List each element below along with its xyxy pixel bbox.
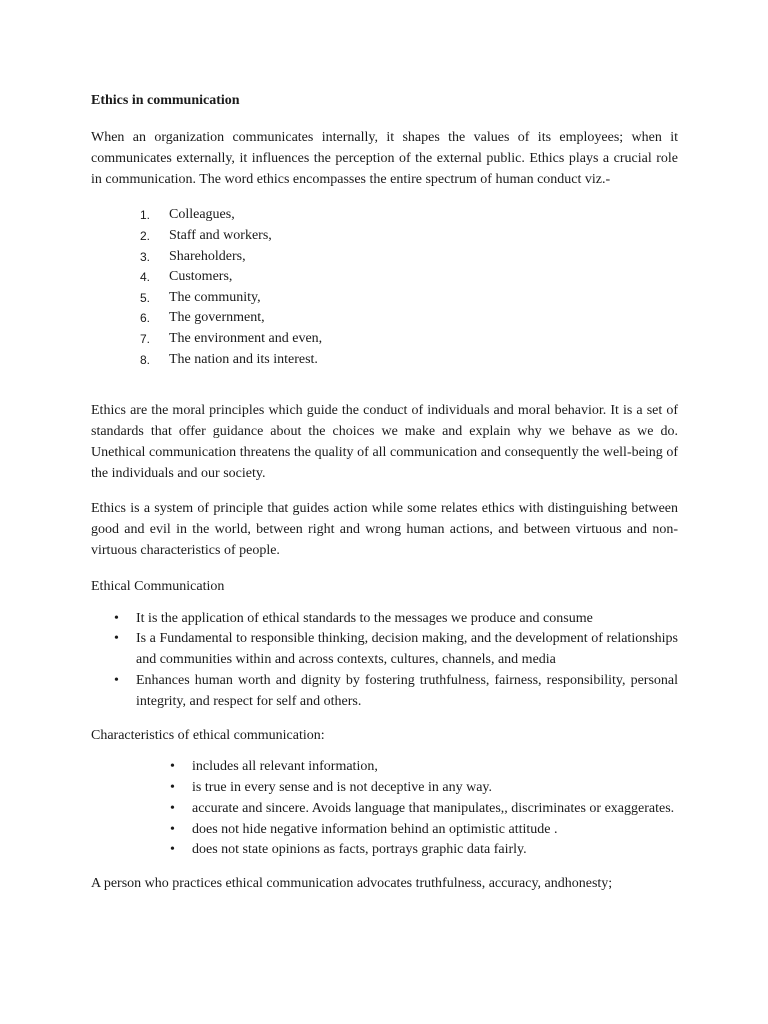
list-item <box>91 247 678 268</box>
bullet-icon: • <box>170 780 175 796</box>
bullet-icon: • <box>114 631 119 647</box>
bullet-icon: • <box>170 800 175 816</box>
list-item <box>91 778 678 799</box>
list-item-text: The nation and its interest. <box>169 351 318 367</box>
system-of-principle-paragraph: Ethics is a system of principle that guides action while some relates ethics with distinguishing between good and evil in the world, between right and wrong human actions, and between virtuous and non-virtuous characteristics of people. <box>91 501 678 558</box>
list-item-text: is true in every sense and is not deceptive in any way. <box>192 780 493 796</box>
list-item <box>91 350 678 371</box>
bullet-icon: • <box>170 821 175 837</box>
list-item <box>91 671 678 713</box>
list-item <box>91 629 678 671</box>
list-number: 5. <box>140 290 151 305</box>
list-item <box>91 757 678 778</box>
list-item <box>91 329 678 350</box>
list-number: 7. <box>140 331 151 346</box>
list-item-text: The government, <box>169 310 265 326</box>
list-item-text: does not state opinions as facts, portrays graphic data fairly. <box>192 842 527 858</box>
list-item <box>91 840 678 861</box>
list-item <box>91 308 678 329</box>
bullet-icon: • <box>114 610 119 626</box>
characteristics-heading: Characteristics of ethical communication: <box>91 727 325 743</box>
list-item <box>91 288 678 309</box>
ethical-communication-heading: Ethical Communication <box>91 578 225 594</box>
bullet-icon: • <box>114 672 119 688</box>
list-item <box>91 267 678 288</box>
list-number: 6. <box>140 311 151 326</box>
list-item-text: It is the application of ethical standards to the messages we produce and consume <box>136 610 593 626</box>
list-item-text: Is a Fundamental to responsible thinking, decision making, and the development of relationships and communities within and across contexts, cultures, channels, and media <box>136 631 678 668</box>
list-item <box>91 820 678 841</box>
characteristics-list <box>91 757 678 861</box>
list-item-text: Colleagues, <box>169 207 235 223</box>
document-title: Ethics in communication <box>91 93 240 108</box>
list-item-text: Customers, <box>169 269 233 285</box>
list-item <box>91 799 678 820</box>
list-number: 4. <box>140 270 151 285</box>
list-item-text: Staff and workers, <box>169 227 272 243</box>
moral-principles-paragraph: Ethics are the moral principles which guide the conduct of individuals and moral behavior. It is a set of standards that offer guidance about the choices we make and explain why we behave as we do. Unethical communication threatens the quality of all communication and consequently the well-being of the individuals and our society. <box>91 403 678 481</box>
list-item <box>91 226 678 247</box>
list-item-text: The community, <box>169 289 261 305</box>
list-item-text: Enhances human worth and dignity by fostering truthfulness, fairness, responsibility, personal integrity, and respect for self and others. <box>136 672 678 709</box>
list-number: 1. <box>140 208 151 223</box>
list-item-text: accurate and sincere. Avoids language that manipulates,, discriminates or exaggerates. <box>192 800 675 816</box>
ethical-communication-list <box>91 609 678 713</box>
list-number: 8. <box>140 352 151 367</box>
list-number: 3. <box>140 249 151 264</box>
bullet-icon: • <box>170 759 175 775</box>
list-item-text: Shareholders, <box>169 248 246 264</box>
list-item <box>91 205 678 226</box>
intro-paragraph: When an organization communicates internally, it shapes the values of its employees; when it communicates externally, it influences the perception of the external public. Ethics plays a crucial role in communication. The word ethics encompasses the entire spectrum of human conduct viz.- <box>91 130 678 187</box>
list-item-text: does not hide negative information behind an optimistic attitude . <box>192 821 558 837</box>
conduct-list <box>91 205 678 370</box>
closing-paragraph: A person who practices ethical communication advocates truthfulness, accuracy, andhonesty; <box>91 876 613 892</box>
bullet-icon: • <box>170 842 175 858</box>
list-item-text: The environment and even, <box>169 330 323 346</box>
list-item <box>91 609 678 630</box>
list-item-text: includes all relevant information, <box>192 759 378 775</box>
list-number: 2. <box>140 228 151 243</box>
